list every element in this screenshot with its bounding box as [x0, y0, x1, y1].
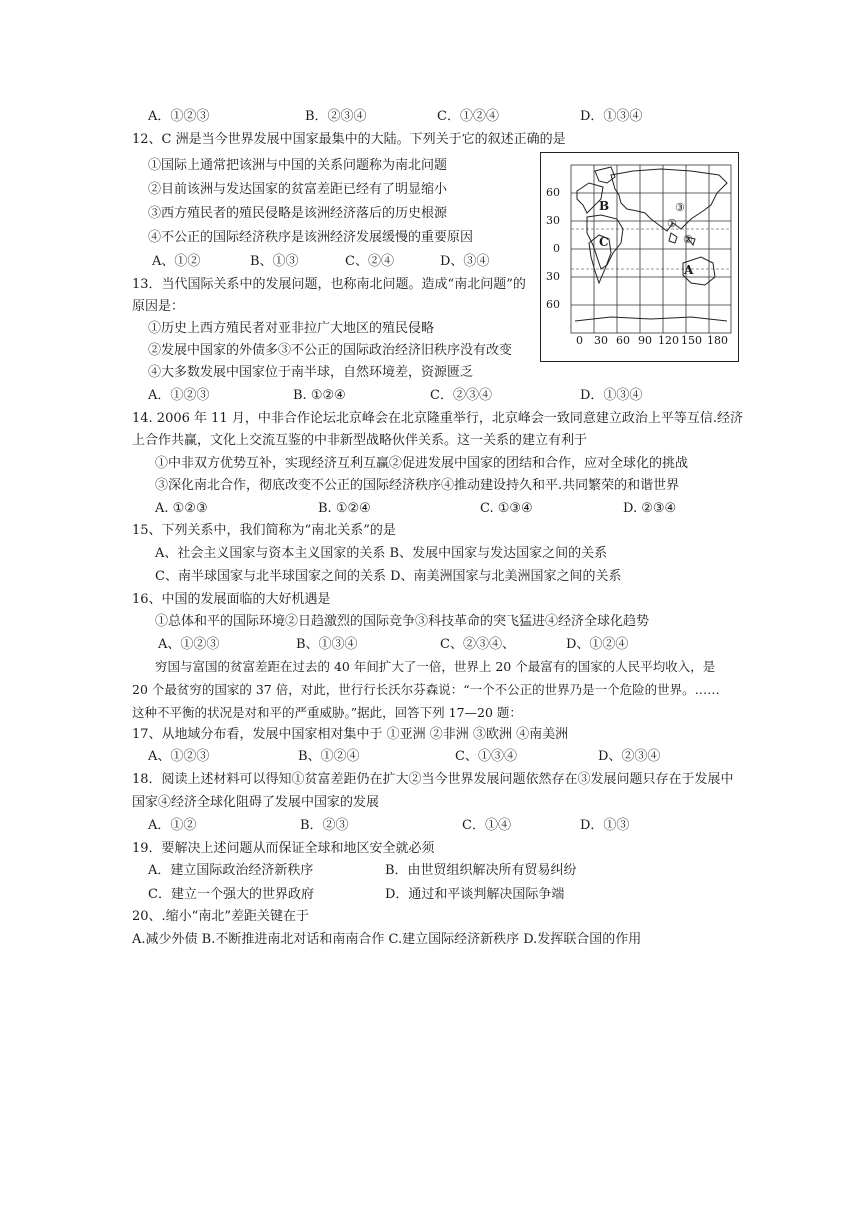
q11-option-a: A．①②③ [148, 109, 210, 124]
q14-stem-line1: 14. 2006 年 11 月，中非合作论坛北京峰会在北京隆重举行，北京峰会一致同意建立政治上平等互信.经济 [132, 411, 743, 426]
lat-label-0: 0 [553, 242, 560, 255]
lon-label-120: 120 [658, 334, 679, 347]
q11-option-c: C．①②④ [437, 109, 499, 124]
q13-item-2: ②发展中国家的外债多③不公正的国际政治经济旧秩序没有改变 [148, 343, 513, 358]
lon-label-60: 60 [616, 334, 630, 347]
q12-item-1: ①国际上通常把该洲与中国的关系问题称为南北问题 [148, 158, 448, 173]
q16-option-d: D、①②④ [566, 637, 629, 652]
q11-option-b: B．②③④ [305, 109, 367, 124]
region-label-b: B [599, 199, 610, 213]
lat-label-60n: 60 [546, 186, 560, 199]
q12-option-b: B、①③ [250, 254, 299, 269]
q15-stem: 15、下列关系中，我们简称为“南北关系”的是 [132, 523, 396, 538]
q12-item-2: ②目前该洲与发达国家的贫富差距已经有了明显缩小 [148, 182, 448, 197]
region-marker-3: ③ [675, 201, 685, 214]
q13-stem-line2: 原因是： [132, 299, 185, 314]
passage-line1: 穷国与富国的贫富差距在过去的 40 年间扩大了一倍，世界上 20 个最富有的国家的人民平均收入，是 [155, 659, 716, 674]
q20-options: A.减少外债 B.不断推进南北对话和南南合作 C.建立国际经济新秩序 D.发挥联合国的作用 [132, 932, 642, 947]
passage-line2: 20 个最贫穷的国家的 37 倍，对此，世行行长沃尔芬森说：“一个不公正的世界乃是一个危险的世界。…… [132, 682, 720, 697]
q18-option-c: C．①④ [462, 818, 511, 833]
q17-option-b: B、①②④ [298, 749, 360, 764]
passage-line3: 这种不平衡的状况是对和平的严重威胁。”据此，回答下列 17—20 题： [132, 705, 522, 720]
q19-option-b: B．由世贸组织解决所有贸易纠纷 [385, 863, 577, 878]
q12-option-d: D、③④ [440, 254, 490, 269]
q17-option-a: A、①②③ [148, 749, 210, 764]
lon-label-150: 150 [681, 334, 702, 347]
q19-option-c: C．建立一个强大的世界政府 [148, 887, 314, 902]
q14-option-b: B. ①②④ [318, 501, 371, 516]
q17-option-d: D、②③④ [598, 749, 661, 764]
q18-stem-line1: 18．阅读上述材料可以得知①贫富差距仍在扩大②当今世界发展问题依然存在③发展问题只存在于发展中 [132, 772, 734, 787]
lat-label-60s: 60 [546, 298, 560, 311]
q12-stem: 12、C 洲是当今世界发展中国家最集中的大陆。下列关于它的叙述正确的是 [132, 132, 566, 147]
q13-stem-line1: 13．当代国际关系中的发展问题，也称南北问题。造成“南北问题”的 [132, 277, 526, 292]
q19-option-a: A．建立国际政治经济新秩序 [148, 863, 314, 878]
q18-stem-line2: 国家④经济全球化阻碍了发展中国家的发展 [132, 795, 380, 810]
q16-option-a: A、①②③ [158, 637, 220, 652]
q13-option-c: C．②③④ [430, 388, 492, 403]
q13-option-d: D．①③④ [580, 388, 643, 403]
q12-option-c: C、②④ [345, 254, 394, 269]
q16-option-c: C、②③④、 [440, 637, 515, 652]
q19-stem: 19．要解决上述问题从而保证全球和地区安全就必须 [132, 841, 435, 856]
region-marker-1: ① [667, 217, 677, 230]
region-label-c: C [599, 235, 609, 249]
lat-label-30s: 30 [546, 270, 560, 283]
lon-label-90: 90 [638, 334, 652, 347]
q13-option-a: A．①②③ [148, 388, 210, 403]
q14-item-2: ③深化南北合作，彻底改变不公正的国际经济秩序④推动建设持久和平.共同繁荣的和谐世界 [155, 478, 680, 493]
q17-option-c: C、①③④ [455, 749, 517, 764]
q15-options-line2: C、南半球国家与北半球国家之间的关系 D、南美洲国家与北美洲国家之间的关系 [155, 569, 622, 584]
region-label-a: A [684, 263, 694, 277]
q12-item-4: ④不公正的国际经济秩序是该洲经济发展缓慢的重要原因 [148, 230, 474, 245]
world-map-graphic [541, 153, 738, 361]
world-map-figure [540, 152, 739, 362]
q14-option-d: D. ②③④ [623, 501, 677, 516]
q18-option-d: D．①③ [580, 818, 630, 833]
lon-label-0: 0 [576, 334, 583, 347]
q11-option-d: D．①③④ [580, 109, 643, 124]
q14-option-a: A. ①②③ [155, 501, 208, 516]
q20-stem: 20、.缩小“南北”差距关键在于 [132, 909, 309, 924]
q19-option-d: D．通过和平谈判解决国际争端 [385, 887, 565, 902]
q12-option-a: A、①② [152, 254, 201, 269]
lon-label-180: 180 [707, 334, 728, 347]
lon-label-30: 30 [594, 334, 608, 347]
q14-item-1: ①中非双方优势互补，实现经济互利互赢②促进发展中国家的团结和合作，应对全球化的挑战 [155, 456, 689, 471]
lat-label-30n: 30 [546, 214, 560, 227]
q13-item-3: ④大多数发展中国家位于南半球，自然环境差，资源匮乏 [148, 365, 474, 380]
q17-stem: 17、从地域分布看，发展中国家相对集中于 ①亚洲 ②非洲 ③欧洲 ④南美洲 [132, 727, 569, 742]
q16-option-b: B、①③④ [296, 637, 358, 652]
q13-option-b: B. ①②④ [293, 388, 346, 403]
q16-stem: 16、中国的发展面临的大好机遇是 [132, 592, 331, 607]
q13-item-1: ①历史上西方殖民者对亚非拉广大地区的殖民侵略 [148, 321, 435, 336]
q15-options-line1: A、社会主义国家与资本主义国家的关系 B、发展中国家与发达国家之间的关系 [155, 546, 608, 561]
q18-option-b: B．②③ [300, 818, 349, 833]
region-marker-2: ② [683, 233, 693, 246]
q12-item-3: ③西方殖民者的殖民侵略是该洲经济落后的历史根源 [148, 206, 448, 221]
q14-option-c: C. ①③④ [480, 501, 533, 516]
q18-option-a: A．①② [148, 818, 197, 833]
q16-items: ①总体和平的国际环境②日趋激烈的国际竞争③科技革命的突飞猛进④经济全球化趋势 [155, 614, 650, 629]
q14-stem-line2: 上合作共赢，文化上交流互鉴的中非新型战略伙伴关系。这一关系的建立有利于 [132, 433, 588, 448]
